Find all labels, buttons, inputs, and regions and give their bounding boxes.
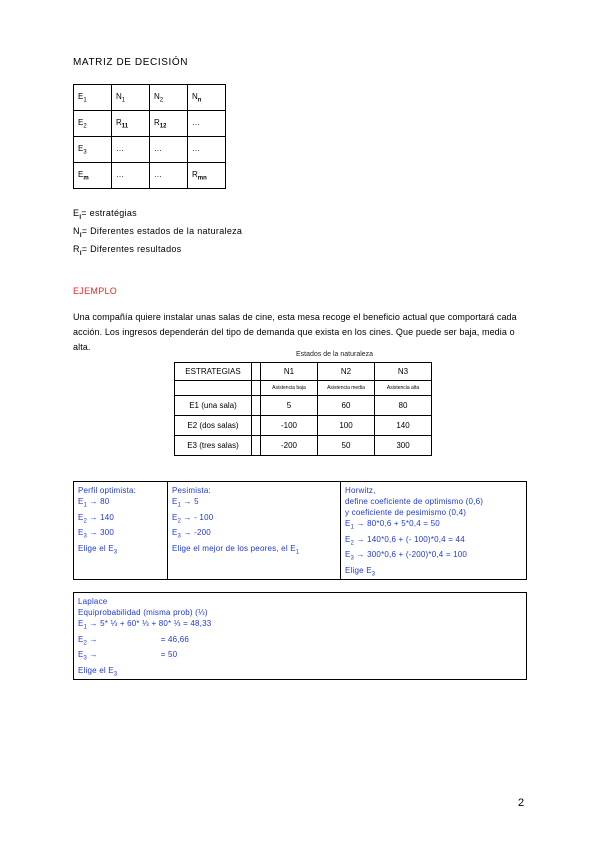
column-header: N2	[318, 363, 375, 381]
matrix-cell: $N_n$	[188, 85, 226, 111]
matrix-cell: $N_1$	[112, 85, 150, 111]
matrix-cell: …	[188, 137, 226, 163]
pessimist-line: $E_2$ → - 100	[172, 512, 214, 525]
pessimist-title: Pesimista:	[172, 486, 211, 495]
matrix-cell: $R_{mn}$	[188, 163, 226, 189]
matrix-cell: $R_{12}$	[150, 111, 188, 137]
optimist-line: $E_2 \to 140$	[78, 512, 115, 525]
laplace-line: $E_1 \to 5*$ ⅓ + 60* ⅓ + 80* ⅓ = 48,33	[78, 619, 212, 631]
laplace-criterion	[74, 593, 526, 679]
example-paragraph: Una compañía quiere instalar unas salas de cine, esta mesa recoge el beneficio actual que comportará cada acción. Los ingresos dependerán del tipo de demanda que exista en los cines. Que puede ser baja, media o alta.	[73, 312, 517, 352]
matrix-cell: …	[188, 111, 226, 137]
pessimist-criterion	[168, 482, 340, 579]
column-header: N1	[261, 363, 318, 381]
matrix-row	[74, 163, 226, 189]
pessimist-choice: Elige el mejor de los peores, el $E_1$	[172, 543, 300, 556]
matrix-cell: $E_3$	[74, 137, 112, 163]
matrix-cell: $E_m$	[74, 163, 112, 189]
table-cell: 140	[375, 416, 432, 436]
matrix-cell: …	[150, 163, 188, 189]
column-header: ESTRATEGIAS	[175, 363, 252, 381]
separator-cell	[252, 381, 261, 396]
optimist-criterion	[74, 482, 167, 579]
hurwicz-choice: Elige $E_3$	[345, 565, 376, 578]
optimist-choice: Elige el $E_3$	[78, 543, 118, 556]
laplace-line: $E_3$ → = 50	[78, 650, 178, 662]
laplace-subtitle: Equiprobabilidad (misma prob) (⅓)	[78, 608, 208, 617]
decision-matrix	[73, 84, 226, 189]
matrix-row	[74, 111, 226, 137]
definition-results: $R_I=$ Diferentes resultados	[73, 244, 182, 257]
matrix-cell: …	[112, 163, 150, 189]
row-label: E3 (tres salas)	[175, 436, 252, 456]
laplace-box	[73, 592, 527, 680]
optimist-line: $E_1 \to 80$	[78, 497, 110, 509]
optimist-line: $E_3 \to 300$	[78, 528, 115, 540]
table-cell: -200	[261, 436, 318, 456]
table-cell: 100	[318, 416, 375, 436]
separator-cell	[252, 416, 261, 436]
matrix-cell: $E_2$	[74, 111, 112, 137]
pessimist-line: $E_1 \to 5$	[172, 497, 199, 509]
hurwicz-intro: y coeficiente de pesimismo (0,4)	[345, 508, 467, 517]
row-label: E1 (una sala)	[175, 396, 252, 416]
optimist-title: Perfil optimista:	[78, 486, 137, 495]
column-subheader: Asistencia alta	[375, 381, 432, 396]
hurwicz-title: Horwitz,	[345, 486, 376, 495]
table-cell: 5	[261, 396, 318, 416]
separator-cell	[252, 363, 261, 381]
laplace-choice: Elige el $E_3$	[78, 665, 118, 678]
table-row	[175, 416, 432, 436]
definition-states: $N_I=$ Diferentes estados de la naturaleza	[73, 226, 243, 239]
hurwicz-line: $E_3 \to 300*0,6 + (-200)*0,4 = 100$	[345, 550, 468, 562]
table-cell: 50	[318, 436, 375, 456]
matrix-cell: …	[112, 137, 150, 163]
page-title: MATRIZ DE DECISIÓN	[73, 57, 189, 68]
table-subheader-row	[175, 381, 432, 396]
pessimist-line: $E_3 \to -200$	[172, 528, 211, 540]
example-table	[174, 362, 432, 456]
table-cell: 300	[375, 436, 432, 456]
column-subheader: Asistencia baja	[261, 381, 318, 396]
separator-cell	[252, 396, 261, 416]
hurwicz-line: $E_1 \to 80*0,6 + 5*0,4 = 50$	[345, 519, 440, 531]
hurwicz-line: $E_2 \to 140*0,6$ + (- 100)*0,4 = 44	[345, 534, 465, 547]
row-label: E2 (dos salas)	[175, 416, 252, 436]
column-header: N3	[375, 363, 432, 381]
matrix-cell: $R_{11}$	[112, 111, 150, 137]
hurwicz-intro: define coeficiente de optimismo (0,6)	[345, 497, 484, 506]
empty-cell	[175, 381, 252, 396]
separator-cell	[252, 436, 261, 456]
page-number: 2	[518, 797, 525, 809]
criteria-box	[73, 481, 527, 580]
table-header-row	[175, 363, 432, 381]
hurwicz-criterion	[341, 482, 526, 579]
matrix-cell: $N_2$	[150, 85, 188, 111]
matrix-row	[74, 137, 226, 163]
table-cell: -100	[261, 416, 318, 436]
laplace-line: $E_2$ → = 46,66	[78, 634, 190, 647]
table-caption: Estados de la naturaleza	[296, 351, 374, 358]
table-row	[175, 396, 432, 416]
table-row	[175, 436, 432, 456]
table-cell: 80	[375, 396, 432, 416]
laplace-title: Laplace	[78, 597, 108, 606]
definition-strategies: $E_I=$ estratégias	[73, 208, 137, 221]
example-heading: EJEMPLO	[73, 286, 118, 296]
matrix-cell: $E_1$	[74, 85, 112, 111]
table-cell: 60	[318, 396, 375, 416]
matrix-cell: …	[150, 137, 188, 163]
matrix-row	[74, 85, 226, 111]
column-subheader: Asistencia media	[318, 381, 375, 396]
